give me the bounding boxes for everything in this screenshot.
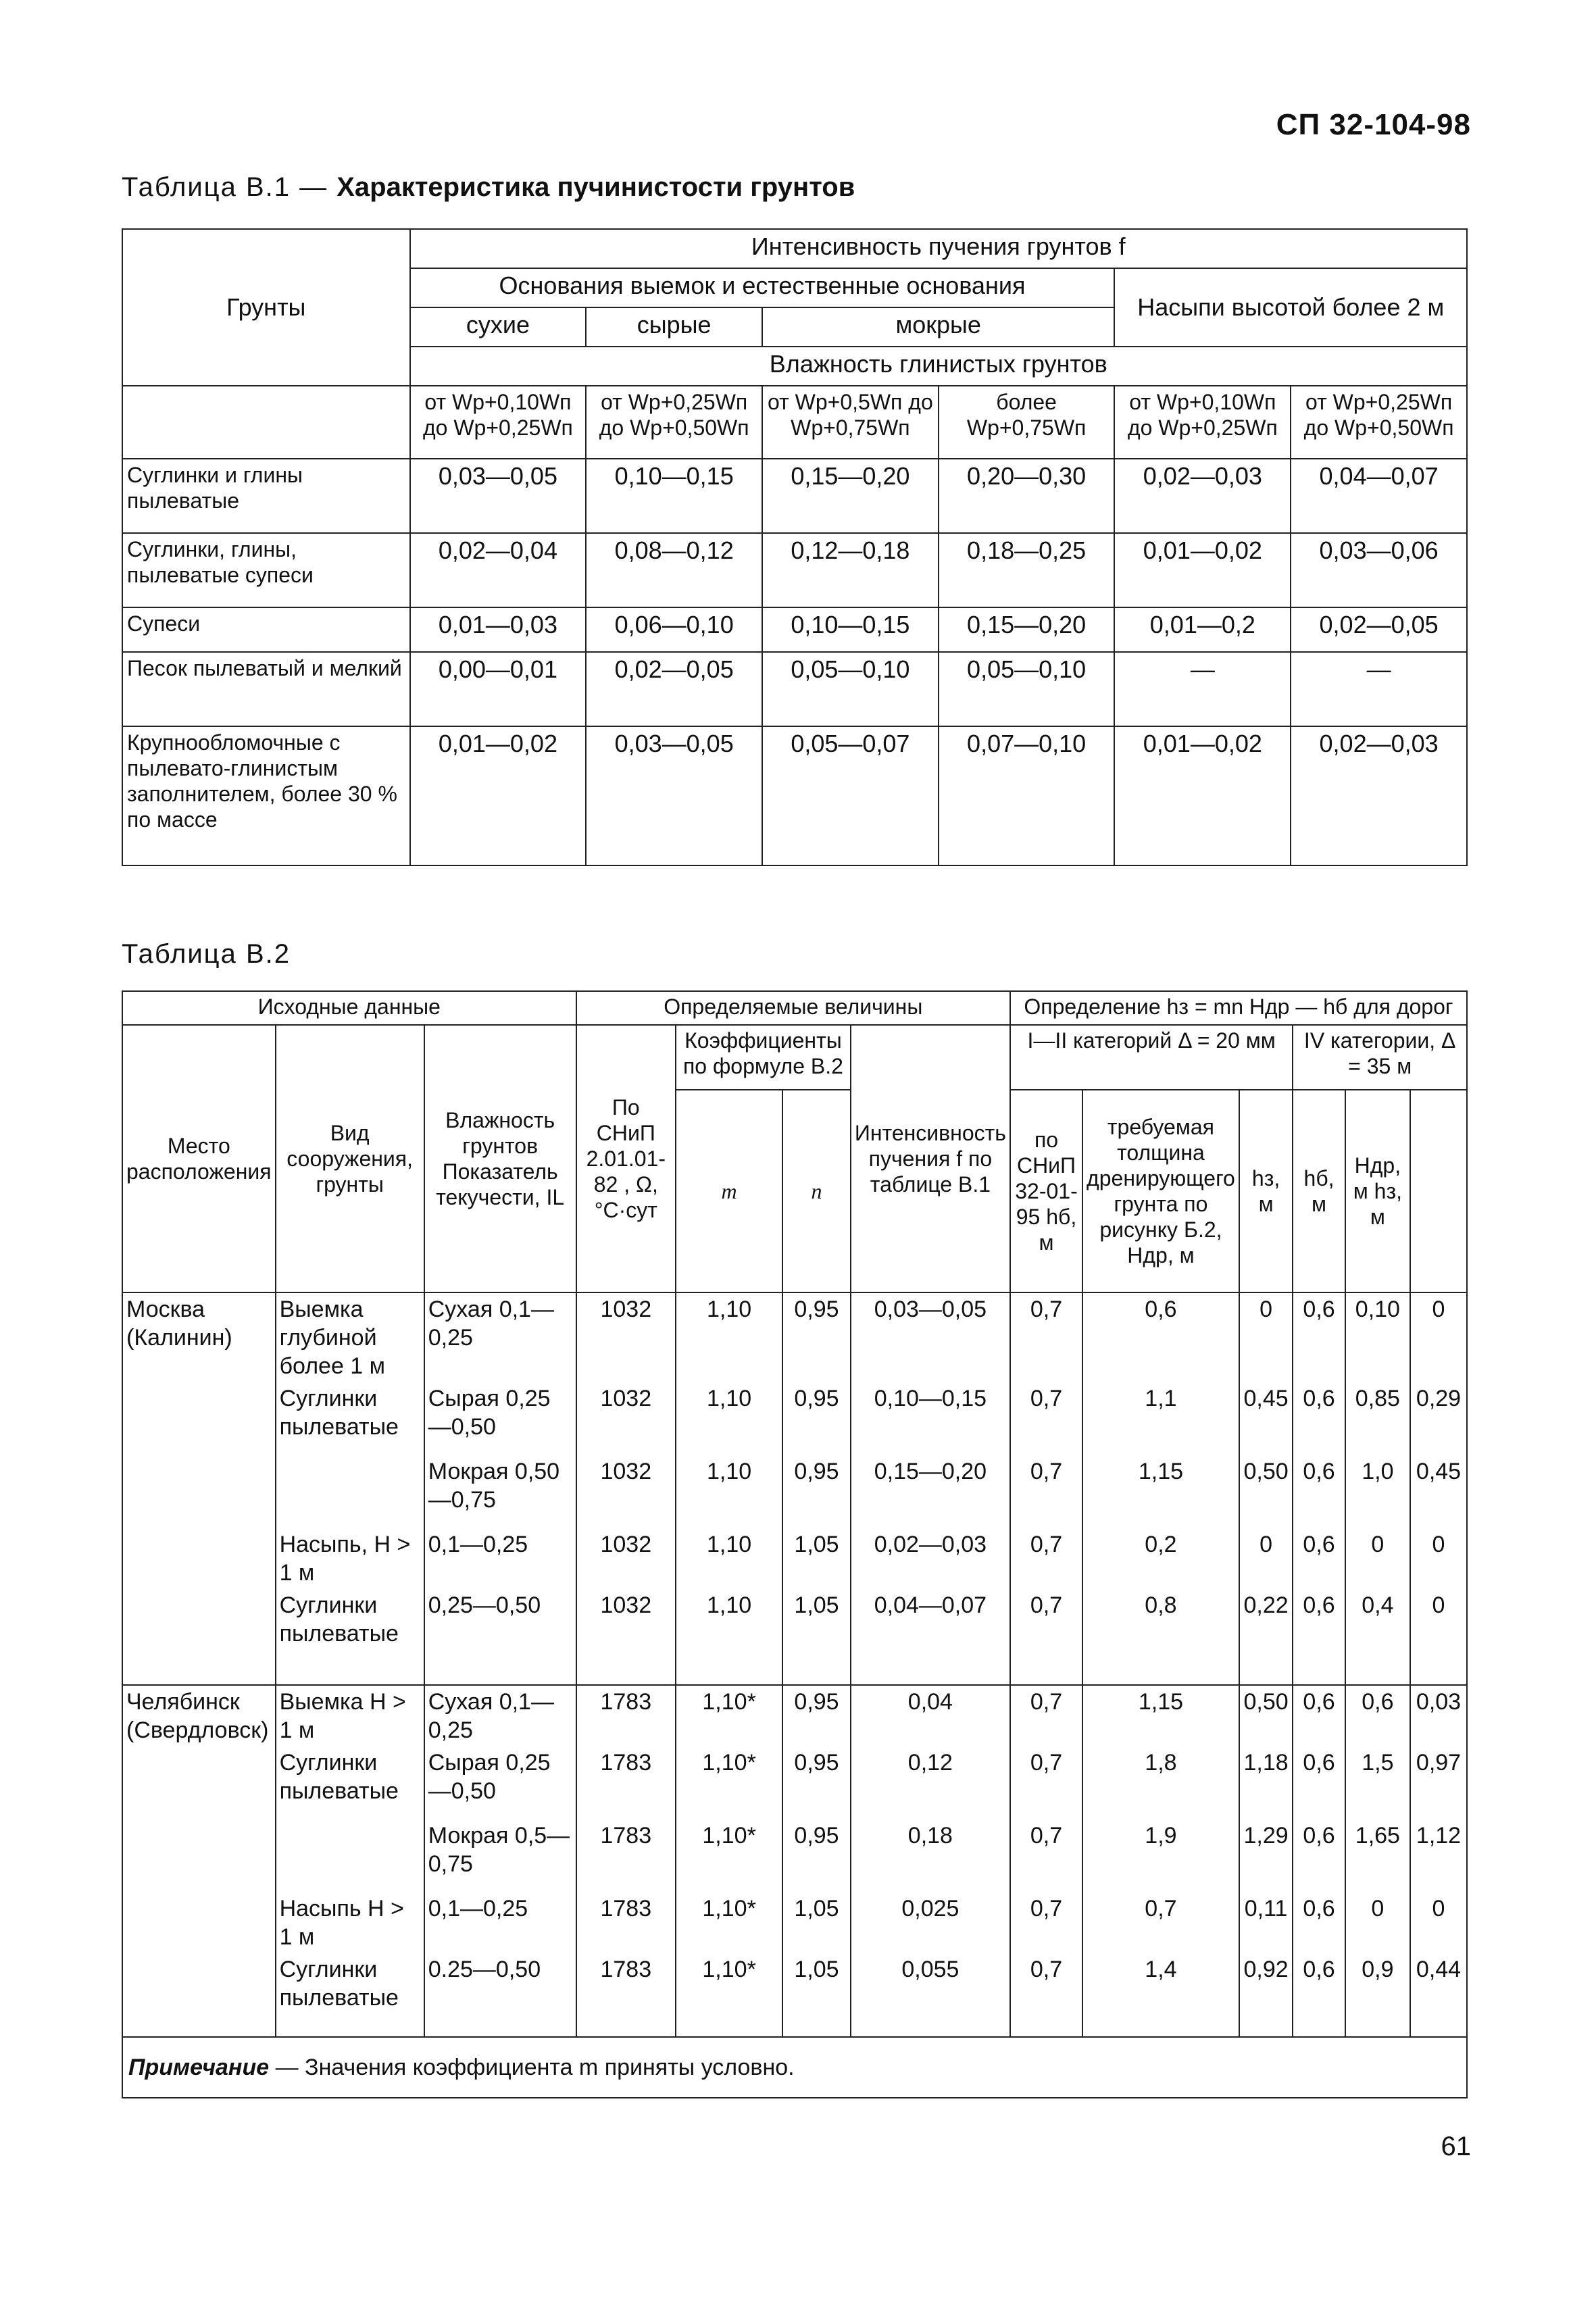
cell: 0,2 (1082, 1528, 1239, 1589)
header-determined: Определяемые величины (576, 991, 1010, 1025)
cell: 0 (1345, 1528, 1410, 1589)
structure-cell: Суглинки пылеватые (276, 1746, 424, 1819)
humidity-cell: Сухая 0,1—0,25 (424, 1685, 576, 1746)
header-coef: Коэффициенты по формуле В.2 (676, 1025, 851, 1090)
location-cell: Москва (Калинин) (122, 1292, 276, 1685)
header-m: m (676, 1090, 782, 1292)
cell: 0,6 (1293, 1589, 1345, 1685)
cell: 1,10* (676, 1685, 782, 1746)
structure-cell (276, 1455, 424, 1528)
cell: 0,02—0,04 (410, 533, 587, 607)
cell: 0,01—0,2 (1114, 607, 1291, 652)
table-row (122, 607, 1467, 652)
structure-cell: Суглинки пылеватые (276, 1382, 424, 1455)
cell: 0,9 (1345, 1953, 1410, 2037)
humidity-cell: 0,1—0,25 (424, 1528, 576, 1589)
cell: 0,7 (1010, 1589, 1082, 1685)
header-dry: сухие (410, 307, 587, 347)
table-row (122, 1528, 1467, 1589)
cell: 0,03—0,05 (586, 726, 762, 865)
header-hb: hб, м (1293, 1090, 1345, 1292)
cell: 0,15—0,20 (939, 607, 1115, 652)
cell: 0,95 (782, 1382, 851, 1455)
table-row (122, 1953, 1467, 2037)
cell: 0,01—0,02 (410, 726, 587, 865)
structure-cell: Выемка H > 1 м (276, 1685, 424, 1746)
cell: 0,01—0,03 (410, 607, 587, 652)
cell: 1,9 (1082, 1819, 1239, 1892)
header-cat4: IV категории, Δ = 35 м (1293, 1025, 1467, 1090)
cell: 0,95 (782, 1292, 851, 1382)
cell: 0,03—0,05 (851, 1292, 1010, 1382)
cell: 0,10 (1345, 1292, 1410, 1382)
header-bases: Основания выемок и естественные основания (410, 268, 1115, 307)
header-empty (1410, 1090, 1467, 1292)
cell: 0,7 (1010, 1292, 1082, 1382)
soil-name: Крупнообломочные с пылевато-глинистым заполнителем, более 30 % по массе (122, 726, 410, 865)
cell: 0,6 (1293, 1819, 1345, 1892)
cell: 1,10* (676, 1892, 782, 1953)
cell: 0,12—0,18 (762, 533, 939, 607)
cell: 0,45 (1410, 1455, 1467, 1528)
cell: 0,4 (1345, 1589, 1410, 1685)
cell: 0,10—0,15 (762, 607, 939, 652)
note-text: — Значения коэффициента m приняты условно. (269, 2055, 795, 2080)
cell: 0,05—0,10 (762, 652, 939, 726)
header-humidity: Влажность грунтов Показатель текучести, IL (424, 1025, 576, 1292)
humidity-cell: 0,1—0,25 (424, 1892, 576, 1953)
cell: 0,7 (1010, 1528, 1082, 1589)
cell: 0,7 (1010, 1746, 1082, 1819)
cell: 1,8 (1082, 1746, 1239, 1819)
range-header: от Wр+0,25Wп до Wр+0,50Wп (1291, 386, 1467, 459)
cell: 0,7 (1010, 1382, 1082, 1455)
table-note (122, 2037, 1467, 2098)
cell: 1,29 (1239, 1819, 1293, 1892)
cell: 1783 (576, 1819, 676, 1892)
soil-name: Супеси (122, 607, 410, 652)
table-row (122, 1819, 1467, 1892)
note-label: Примечание (128, 2055, 270, 2080)
cell: 0,05—0,10 (939, 652, 1115, 726)
cell: 1,10* (676, 1819, 782, 1892)
table-row (122, 1746, 1467, 1819)
table-b2-caption: Таблица В.2 (122, 939, 291, 969)
cell: 1,5 (1345, 1746, 1410, 1819)
table-b1-caption (122, 172, 855, 203)
cell: 0,01—0,02 (1114, 726, 1291, 865)
header-hb-snip: по СНиП 32-01-95 hб, м (1010, 1090, 1082, 1292)
cell: 0,15—0,20 (762, 459, 939, 533)
cell: 1783 (576, 1685, 676, 1746)
cell: 0,18—0,25 (939, 533, 1115, 607)
cell: 0,45 (1239, 1382, 1293, 1455)
cell: 0,04 (851, 1685, 1010, 1746)
cell: 1,10 (676, 1589, 782, 1685)
structure-cell: Суглинки пылеватые (276, 1953, 424, 2037)
cell: 0,29 (1410, 1382, 1467, 1455)
cell: 0,11 (1239, 1892, 1293, 1953)
cell: 0,6 (1293, 1746, 1345, 1819)
cell: 0,7 (1082, 1892, 1239, 1953)
table-row (122, 1292, 1467, 1382)
structure-cell: Выемка глубиной более 1 м (276, 1292, 424, 1382)
cell: 0 (1410, 1528, 1467, 1589)
header-cat12: I—II категорий Δ = 20 мм (1010, 1025, 1293, 1090)
cell: 1,4 (1082, 1953, 1239, 2037)
cell: 0,07—0,10 (939, 726, 1115, 865)
header-wet: мокрые (762, 307, 1114, 347)
header-structure: Вид сооружения, грунты (276, 1025, 424, 1292)
structure-cell: Насыпь H > 1 м (276, 1892, 424, 1953)
table-b1-caption-title: Характеристика пучинистости грунтов (336, 172, 855, 202)
cell: 0,20—0,30 (939, 459, 1115, 533)
header-n: n (782, 1090, 851, 1292)
range-header: от Wр+0,25Wп до Wр+0,50Wп (586, 386, 762, 459)
cell: 0,10—0,15 (586, 459, 762, 533)
cell: 0,7 (1010, 1953, 1082, 2037)
cell: 0,025 (851, 1892, 1010, 1953)
range-header: от Wр+0,10Wп до Wр+0,25Wп (1114, 386, 1291, 459)
table-b2 (122, 990, 1468, 2098)
cell: 0,97 (1410, 1746, 1467, 1819)
cell: 0,6 (1293, 1455, 1345, 1528)
cell: 1,1 (1082, 1382, 1239, 1455)
header-moisture: Влажность глинистых грунтов (410, 347, 1467, 386)
table-row (122, 1382, 1467, 1455)
range-header: от Wр+0,10Wп до Wр+0,25Wп (410, 386, 587, 459)
cell: 0,12 (851, 1746, 1010, 1819)
structure-cell: Суглинки пылеватые (276, 1589, 424, 1685)
cell: 1,10 (676, 1528, 782, 1589)
cell: 0,95 (782, 1455, 851, 1528)
range-header: от Wр+0,5Wп до Wр+0,75Wп (762, 386, 939, 459)
cell: 1783 (576, 1746, 676, 1819)
cell: 0,44 (1410, 1953, 1467, 2037)
page-number: 61 (1441, 2132, 1471, 2161)
cell: 0,08—0,12 (586, 533, 762, 607)
cell: 1,05 (782, 1892, 851, 1953)
cell: — (1114, 652, 1291, 726)
cell: 1,0 (1345, 1455, 1410, 1528)
header-intensity: Интенсивность пучения f по таблице В.1 (851, 1025, 1010, 1292)
cell: 0,02—0,03 (851, 1528, 1010, 1589)
cell: 1,05 (782, 1953, 851, 2037)
header-hz: hз, м (1239, 1090, 1293, 1292)
table-b1-caption-prefix: Таблица В.1 — (122, 172, 337, 202)
cell: 0,22 (1239, 1589, 1293, 1685)
soil-name: Песок пылеватый и мелкий (122, 652, 410, 726)
cell: 0,18 (851, 1819, 1010, 1892)
soil-name: Суглинки, глины, пылеватые супеси (122, 533, 410, 607)
cell: 0,6 (1293, 1382, 1345, 1455)
header-damp: сырые (586, 307, 762, 347)
header-input: Исходные данные (122, 991, 576, 1025)
cell: 0,50 (1239, 1455, 1293, 1528)
cell: 0,95 (782, 1746, 851, 1819)
cell: 0,6 (1293, 1685, 1345, 1746)
cell: 0,03—0,06 (1291, 533, 1467, 607)
cell: 0,04—0,07 (851, 1589, 1010, 1685)
cell: 1032 (576, 1455, 676, 1528)
cell: 1783 (576, 1892, 676, 1953)
humidity-cell: Сырая 0,25—0,50 (424, 1382, 576, 1455)
table-row (122, 1892, 1467, 1953)
cell: 0,03—0,05 (410, 459, 587, 533)
table-b1 (122, 228, 1468, 866)
cell: 0,05—0,07 (762, 726, 939, 865)
cell: 1,10 (676, 1382, 782, 1455)
cell: 0,02—0,03 (1291, 726, 1467, 865)
cell: 0 (1410, 1892, 1467, 1953)
cell: 0,00—0,01 (410, 652, 587, 726)
cell: 1032 (576, 1292, 676, 1382)
table-row (122, 1455, 1467, 1528)
humidity-cell: Сухая 0,1—0,25 (424, 1292, 576, 1382)
header-snip: По СНиП 2.01.01-82 , Ω, °С·сут (576, 1025, 676, 1292)
cell: 0,6 (1293, 1892, 1345, 1953)
humidity-cell: 0,25—0,50 (424, 1589, 576, 1685)
header-soils: Грунты (122, 229, 410, 386)
humidity-cell: Мокрая 0,50—0,75 (424, 1455, 576, 1528)
cell: 1032 (576, 1528, 676, 1589)
range-header: более Wр+0,75Wп (939, 386, 1115, 459)
cell: 1,10* (676, 1746, 782, 1819)
cell: 1,10 (676, 1292, 782, 1382)
header-intensity: Интенсивность пучения грунтов f (410, 229, 1467, 268)
cell: — (1291, 652, 1467, 726)
cell: 0,02—0,05 (586, 652, 762, 726)
table-row (122, 726, 1467, 865)
cell: 0,8 (1082, 1589, 1239, 1685)
cell: 1,12 (1410, 1819, 1467, 1892)
cell: 0,85 (1345, 1382, 1410, 1455)
header-drain: требуемая толщина дренирующего грунта по рисунку Б.2, Hдр, м (1082, 1090, 1239, 1292)
structure-cell: Насыпь, H > 1 м (276, 1528, 424, 1589)
header-fill: Насыпи высотой более 2 м (1114, 268, 1467, 347)
cell: 0,7 (1010, 1819, 1082, 1892)
cell: 1,15 (1082, 1455, 1239, 1528)
cell: 0,7 (1010, 1892, 1082, 1953)
header-empty (122, 386, 410, 459)
location-cell: Челябинск (Свердловск) (122, 1685, 276, 2037)
cell: 0,6 (1293, 1953, 1345, 2037)
cell: 0,95 (782, 1819, 851, 1892)
cell: 0,03 (1410, 1685, 1467, 1746)
cell: 0,6 (1345, 1685, 1410, 1746)
cell: 0,95 (782, 1685, 851, 1746)
cell: 0 (1239, 1528, 1293, 1589)
humidity-cell: Сырая 0,25—0,50 (424, 1746, 576, 1819)
cell: 0,01—0,02 (1114, 533, 1291, 607)
header-location: Место расположения (122, 1025, 276, 1292)
cell: 1,10 (676, 1455, 782, 1528)
document-code: СП 32-104-98 (1276, 108, 1471, 141)
cell: 1,10* (676, 1953, 782, 2037)
header-definition: Определение hз = mn Hдр — hб для дорог (1010, 991, 1467, 1025)
cell: 0 (1410, 1589, 1467, 1685)
cell: 0 (1345, 1892, 1410, 1953)
cell: 0 (1239, 1292, 1293, 1382)
cell: 0,06—0,10 (586, 607, 762, 652)
cell: 0,6 (1293, 1292, 1345, 1382)
cell: 1783 (576, 1953, 676, 2037)
cell: 1,65 (1345, 1819, 1410, 1892)
cell: 1,18 (1239, 1746, 1293, 1819)
table-row (122, 1685, 1467, 1746)
cell: 0,055 (851, 1953, 1010, 2037)
cell: 0,02—0,03 (1114, 459, 1291, 533)
cell: 0,6 (1293, 1528, 1345, 1589)
cell: 0,50 (1239, 1685, 1293, 1746)
cell: 0,92 (1239, 1953, 1293, 2037)
table-row (122, 1589, 1467, 1685)
table-row (122, 533, 1467, 607)
cell: 0,02—0,05 (1291, 607, 1467, 652)
humidity-cell: 0.25—0,50 (424, 1953, 576, 2037)
cell: 1,05 (782, 1528, 851, 1589)
header-hdr-hz: Hдр, м hз, м (1345, 1090, 1410, 1292)
cell: 0,7 (1010, 1685, 1082, 1746)
cell: 0 (1410, 1292, 1467, 1382)
soil-name: Суглинки и глины пылеватые (122, 459, 410, 533)
cell: 1,15 (1082, 1685, 1239, 1746)
cell: 0,15—0,20 (851, 1455, 1010, 1528)
cell: 1032 (576, 1589, 676, 1685)
cell: 1032 (576, 1382, 676, 1455)
table-row (122, 459, 1467, 533)
humidity-cell: Мокрая 0,5—0,75 (424, 1819, 576, 1892)
cell: 0,10—0,15 (851, 1382, 1010, 1455)
cell: 0,7 (1010, 1455, 1082, 1528)
cell: 0,04—0,07 (1291, 459, 1467, 533)
structure-cell (276, 1819, 424, 1892)
table-row (122, 652, 1467, 726)
cell: 0,6 (1082, 1292, 1239, 1382)
cell: 1,05 (782, 1589, 851, 1685)
